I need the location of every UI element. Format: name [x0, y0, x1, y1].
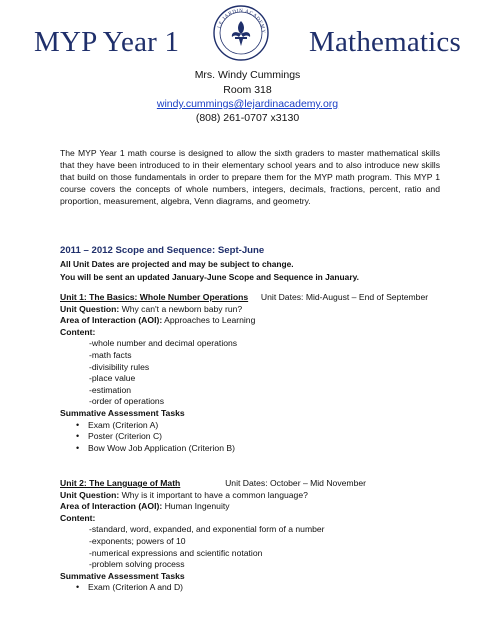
svg-text:LE JARDIN ACADEMY: LE JARDIN ACADEMY	[217, 8, 266, 34]
scope-note-projected: All Unit Dates are projected and may be subject to change.	[60, 259, 294, 269]
list-item: -whole number and decimal operations	[89, 338, 238, 349]
aoi-value: Approaches to Learning	[164, 315, 256, 326]
unit-2	[60, 478, 460, 594]
header-right-title: Mathematics	[309, 26, 461, 58]
unit-title: Unit 2: The Language of Math	[60, 478, 181, 488]
list-item: -numerical expressions and scientific notation	[89, 547, 263, 558]
unit-question-label: Unit Question:	[60, 489, 120, 500]
content-list	[60, 338, 460, 408]
unit-question: Why is it important to have a common language?	[121, 489, 308, 500]
unit-dates: Unit Dates: October – Mid November	[225, 478, 366, 488]
content-label: Content:	[60, 512, 96, 523]
content-label: Content:	[60, 326, 96, 337]
list-item: • Bow Wow Job Application (Criterion B)	[76, 443, 460, 455]
unit-question: Why can't a newborn baby run?	[121, 303, 243, 314]
list-item: -order of operations	[89, 396, 164, 407]
scope-title: 2011 – 2012 Scope and Sequence: Sept-June	[60, 245, 265, 256]
unit-title: Unit 1: The Basics: Whole Number Operations	[60, 292, 249, 302]
tasks-list	[60, 582, 460, 594]
phone-number: (808) 261-0707 x3130	[195, 112, 300, 124]
aoi-label: Area of Interaction (AOI):	[60, 501, 163, 512]
teacher-name: Mrs. Windy Cummings	[194, 69, 301, 81]
list-item: • Exam (Criterion A)	[76, 420, 460, 432]
list-item: • Poster (Criterion C)	[76, 431, 460, 443]
scope-note-update: You will be sent an updated January-June Scope and Sequence in January.	[60, 272, 359, 282]
unit-question-label: Unit Question:	[60, 303, 120, 314]
header-left-title: MYP Year 1	[34, 26, 180, 58]
unit-1	[60, 292, 460, 454]
list-item: -estimation	[89, 384, 132, 395]
email-link[interactable]: windy.cummings@lejardinacademy.org	[156, 98, 339, 110]
aoi-value: Human Ingenuity	[164, 501, 230, 512]
tasks-label: Summative Assessment Tasks	[60, 570, 185, 581]
list-item: • Exam (Criterion A and D)	[76, 582, 460, 594]
email-row	[0, 97, 495, 111]
list-item: -math facts	[89, 349, 132, 360]
tasks-label: Summative Assessment Tasks	[60, 407, 185, 418]
course-description: The MYP Year 1 math course is designed to allow the sixth graders to master mathematical skills that they have been introduced to in their elementary school years and to also introduce new skills that build on those fundamentals in order to prepare them for the MYP math program. This MYP 1 course covers the concepts of whole numbers, integers, decimals, fractions, percent, ratio and proportion, measurement, algebra, Venn diagrams, and geometry.	[60, 148, 440, 206]
room-number: Room 318	[223, 84, 272, 96]
aoi-label: Area of Interaction (AOI):	[60, 315, 163, 326]
unit-dates: Unit Dates: Mid-August – End of September	[260, 292, 429, 302]
list-item: -standard, word, expanded, and exponential form of a number	[89, 524, 325, 535]
list-item: -problem solving process	[89, 559, 185, 570]
list-item: -exponents; powers of 10	[89, 535, 186, 546]
tasks-list	[60, 420, 460, 455]
school-seal-logo	[212, 4, 270, 62]
list-item: -place value	[89, 373, 136, 384]
content-list	[60, 524, 460, 570]
list-item: -divisibility rules	[89, 361, 150, 372]
